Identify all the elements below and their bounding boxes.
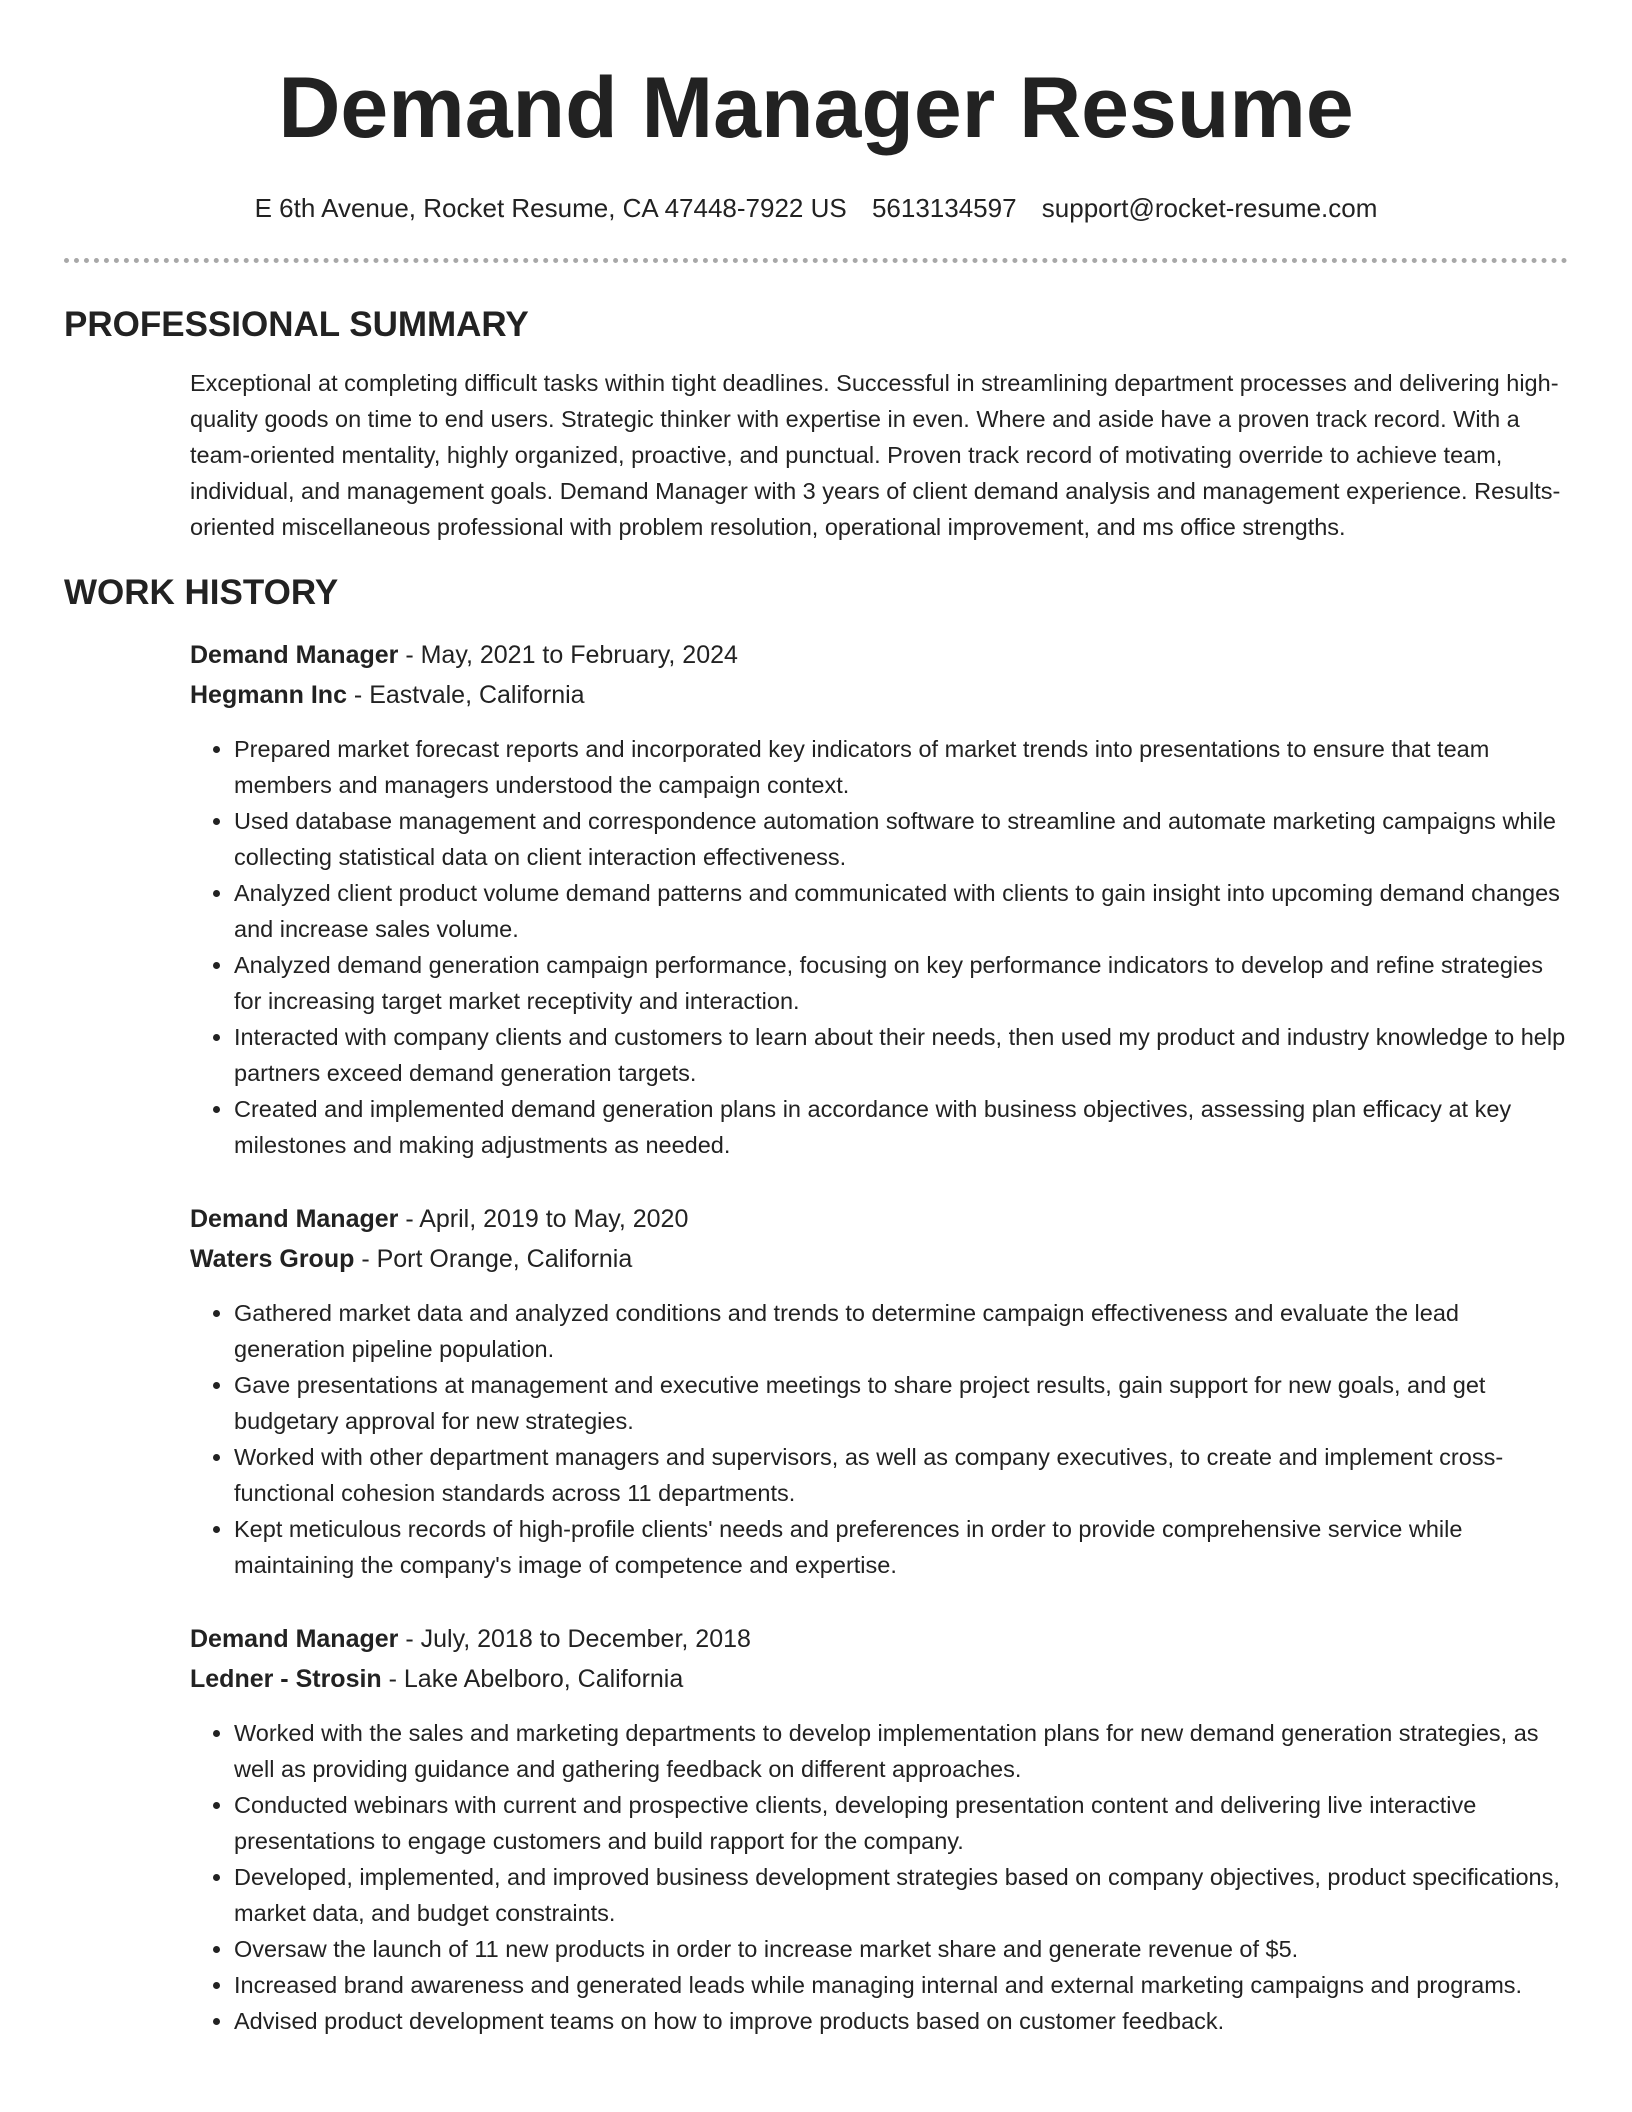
contact-address: E 6th Avenue, Rocket Resume, CA 47448-7922 US <box>254 193 847 223</box>
job-bullet: • Oversaw the launch of 11 new products in order to increase market share and generate revenue of $5. <box>234 1931 1568 1967</box>
job-bullet: • Gathered market data and analyzed conditions and trends to determine campaign effectiveness and evaluate the lead generation pipeline population. <box>234 1295 1568 1367</box>
job-bullet: • Developed, implemented, and improved business development strategies based on company objectives, product specifications, market data, and budget constraints. <box>234 1859 1568 1931</box>
job-bullet: • Interacted with company clients and customers to learn about their needs, then used my product and industry knowledge to help partners exceed demand generation targets. <box>234 1019 1568 1091</box>
job-bullet: • Analyzed client product volume demand patterns and communicated with clients to gain insight into upcoming demand changes and increase sales volume. <box>234 875 1568 947</box>
job-title: Demand Manager <box>190 1625 399 1653</box>
work-history-heading: WORK HISTORY <box>64 573 339 612</box>
job-bullet: • Worked with other department managers and supervisors, as well as company executives, to create and implement cross-functional cohesion standards across 11 departments. <box>234 1439 1568 1511</box>
job-location: - Eastvale, California <box>346 681 585 709</box>
job-title-line <box>190 1619 1568 1659</box>
job-bullet: • Conducted webinars with current and prospective clients, developing presentation content and delivering live interactive presentations to engage customers and build rapport for the company. <box>234 1787 1568 1859</box>
contact-phone: 5613134597 <box>871 193 1017 223</box>
job-bullets <box>190 731 1568 1163</box>
job-company: Waters Group <box>190 1245 355 1273</box>
work-history-list <box>190 635 1568 2039</box>
summary-text: Exceptional at completing difficult tasks within tight deadlines. Successful in streamlining department processes and delivering high-quality goods on time to end users. Strategic thinker with expertise in even. Where and aside have a proven track record. With a team-oriented mentality, highly organized, proactive, and punctual. Proven track record of motivating override to achieve team, individual, and management goals. Demand Manager with 3 years of client demand analysis and management experience. Results-oriented miscellaneous professional with problem resolution, operational improvement, and ms office strengths. <box>190 370 1561 540</box>
job-title-line <box>190 635 1568 675</box>
resume-title: Demand Manager Resume <box>278 60 1354 156</box>
job-location: - Port Orange, California <box>354 1245 633 1273</box>
job-dates: - April, 2019 to May, 2020 <box>398 1205 689 1233</box>
job-location: - Lake Abelboro, California <box>381 1665 684 1693</box>
job-dates: - July, 2018 to December, 2018 <box>398 1625 751 1653</box>
summary-heading: PROFESSIONAL SUMMARY <box>64 305 529 344</box>
job-dates: - May, 2021 to February, 2024 <box>398 641 738 669</box>
job-bullet: • Analyzed demand generation campaign performance, focusing on key performance indicators to develop and refine strategies for increasing target market receptivity and interaction. <box>234 947 1568 1019</box>
contact-email: support@rocket-resume.com <box>1041 193 1378 223</box>
job-company: Ledner - Strosin <box>190 1665 382 1693</box>
job-bullet: • Used database management and correspondence automation software to streamline and automate marketing campaigns while collecting statistical data on client interaction effectiveness. <box>234 803 1568 875</box>
job-bullet: • Prepared market forecast reports and incorporated key indicators of market trends into presentations to ensure that team members and managers understood the campaign context. <box>234 731 1568 803</box>
job-bullet: • Worked with the sales and marketing departments to develop implementation plans for new demand generation strategies, as well as providing guidance and gathering feedback on different approaches. <box>234 1715 1568 1787</box>
job-title: Demand Manager <box>190 1205 399 1233</box>
job-bullet: • Advised product development teams on how to improve products based on customer feedback. <box>234 2003 1568 2039</box>
job-bullets <box>190 1715 1568 2039</box>
job-entry <box>190 1199 1568 1583</box>
contact-info <box>64 192 1568 224</box>
job-title: Demand Manager <box>190 641 399 669</box>
job-title-line <box>190 1199 1568 1239</box>
job-bullet: • Increased brand awareness and generated leads while managing internal and external marketing campaigns and programs. <box>234 1967 1568 2003</box>
job-company-line <box>190 1659 1568 1699</box>
job-company-line <box>190 675 1568 715</box>
job-entry <box>190 1619 1568 2039</box>
job-company: Hegmann Inc <box>190 681 347 709</box>
job-company-line <box>190 1239 1568 1279</box>
job-bullet: • Created and implemented demand generation plans in accordance with business objectives, assessing plan efficacy at key milestones and making adjustments as needed. <box>234 1091 1568 1163</box>
job-bullet: • Gave presentations at management and executive meetings to share project results, gain support for new goals, and get budgetary approval for new strategies. <box>234 1367 1568 1439</box>
job-bullets <box>190 1295 1568 1583</box>
job-bullet: • Kept meticulous records of high-profile clients' needs and preferences in order to provide comprehensive service while maintaining the company's image of competence and expertise. <box>234 1511 1568 1583</box>
job-entry <box>190 635 1568 1163</box>
header-divider <box>64 258 1568 263</box>
